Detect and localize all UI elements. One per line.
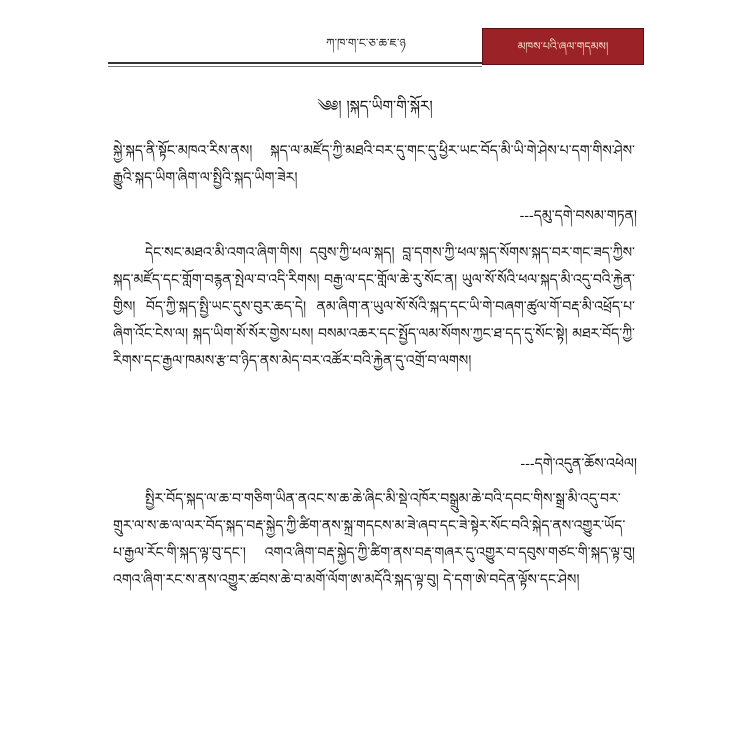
attribution-2: ---དགེ་འདུན་ཆོས་འཕེལ། [520,456,637,472]
header-rule-thin [108,66,482,67]
header-rule [108,62,482,64]
header-calligraphy: ཀ་ཁ་ག་ང་ཅ་ཆ་ཇ་ཉ [326,36,406,50]
paragraph-3: སྤྱིར་བོད་སྐད་ལ་ཆ་བ་གཅིག་ཡིན་ནའང་ས་ཆ་ཆེ་ཞིང་མི་སྡེ་འཁོར་བསྒྲུམ་ཆེ་བའི་དབང་གིས་སྒྲ་མི་འདུ་བར་གྲུར་ལ་ས་ཆ་ལ་ལར་བོད་སྐད་བརྡ་སྐྱེད་ཀྱི་ཚིག་ནས་སྐྲ་གདངས་མ་ཟེ་ཞབ་དང་ཟེ་སྟེར་སོང་བའི་སྐེད་ནས་འགྱུར་ཡོད་པ་རྒྱལ་རོང་གི་སྐད་ལྟ་བུ་དང་། འགའ་ཞིག་བརྡ་སྐྱེད་ཀྱི་ཚིག་ནས་བརྡ་གཞར་དུ་འགྱུར་བ་དབུས་གཙང་གི་སྐད་ལྟ་བུ། འགའ་ཞིག་རང་ས་ནས་འགྱུར་ཚབས་ཆེ་བ་མགོ་ལོག་ཨ་མདོའི་སྐད་ལྟ་བུ། དེ་དག་ཨེ་བདེན་ལྟོས་དང་ཤེས། [113,491,635,588]
header-banner: མཁས་པའི་ཞལ་གདམས། [482,28,644,65]
attribution-1: ---དམུ་དགེ་བསམ་གཏན། [519,208,637,224]
paragraph-1: སྐྱེ་སྐད་ནི་སྟོང་མཁའ་རིས་ནས། སྐད་ལ་མཛོད་ཀྱི་མཐའི་བར་དུ་གང་དུ་ཕྱིར་ཡང་བོད་མི་ཡི་གེ་ཤེས་པ་དག་གིས་ཤེས་རྒྱུའི་སྐད་ཡིག་ཞིག་ལ་སྤྱིའི་སྐད་ཡིག་ཟེར། [113,143,635,186]
document-title: ༄༅། །སྐད་ཡིག་གི་སྐོར། [317,97,433,115]
paragraph-2: དེང་སང་མཐའ་མི་འགའ་ཞིག་གིས། དབུས་ཀྱི་ཕལ་སྐད། བླ་དགས་ཀྱི་ཕལ་སྐད་སོགས་སྐད་བར་གང་ཟད་ཀྱིས་སྐད་མཛོད་དང་གློག་བརྙན་སྤེལ་བ་འདི་རིགས། བརྒྱ་ལ་དང་གློལ་ཆེ་རུ་སོང་ན། ཡུལ་སོ་སོའི་ཕལ་སྐད་མི་འདུ་བའི་རྐྱེན་གྱིས། བོད་ཀྱི་སྐད་སྤྱི་ཡང་དུས་བུར་ཆད་དེ། ནམ་ཞིག་ན་ཡུལ་སོ་སོའི་སྐད་དང་ཡི་གེ་བཞག་ཚུལ་གོ་བརྡ་མི་འཕྲོད་པ་ཞིག་འོང་ངེས་ལ། སྐད་ཡིག་སོ་སོར་གྱེས་པས། བསམ་འཆར་དང་སྤྱོད་ལམ་སོགས་ཀྱང་ཐ་དད་དུ་སོང་སྟེ། མཐར་བོད་ཀྱི་རིགས་དང་རྒྱལ་ཁམས་རྩ་བ་ཉིད་ནས་མེད་བར་འཚོར་བའི་རྐྱེན་དུ་འགྲོ་བ་ལགས། [113,245,635,369]
